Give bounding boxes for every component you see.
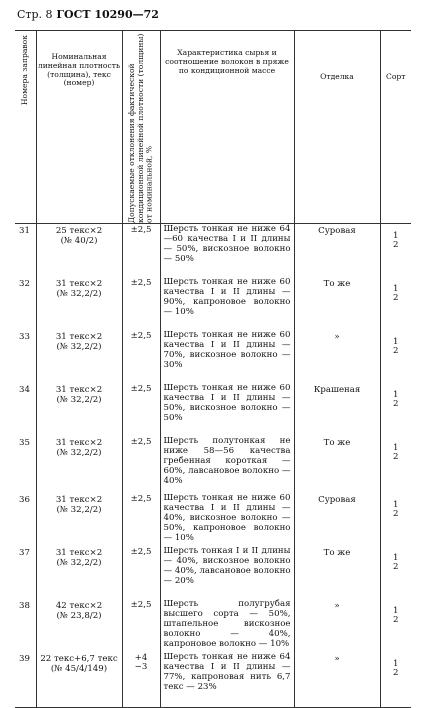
grade-value: 1 [393,231,399,241]
grade-cell [380,383,411,436]
tolerance-value: ±2,5 [130,599,152,610]
tolerance-value: −3 [134,661,148,672]
grade-value: 2 [393,508,399,519]
grade-value: 1 [393,336,399,347]
grade-value: 1 [393,658,399,669]
density-cell [36,224,122,277]
header-finish: Отделка [294,31,380,224]
finish-cell: То же [294,546,380,599]
tolerance-value: ±2,5 [130,436,152,447]
page-number: Стр. 8 [17,8,53,21]
finish-cell: То же [294,277,380,330]
page-header [17,8,159,21]
grade-cell [380,546,411,599]
table-row [15,599,411,652]
row-number: 34 [19,384,30,395]
density-cell [36,436,122,493]
grade-value: 2 [393,561,399,572]
tolerance-cell [122,546,160,599]
tolerance-value: +4 [134,652,148,663]
density-number: (№ 32,2/2) [56,557,102,568]
density-cell [36,599,122,652]
table-row [15,652,411,708]
density-number: (№ 23,8/2) [56,610,102,621]
density-cell [36,652,122,708]
row-number: 37 [19,547,30,558]
header-tolerance: Допускаемые отклонения фактической кондиционной линейной плотности (толщины) от номинальной, % [122,31,160,224]
tolerance-value: ±2,5 [130,277,152,288]
row-number: 39 [15,652,36,708]
finish-cell: » [294,599,380,652]
density-cell [36,277,122,330]
tolerance-cell [122,224,160,277]
finish-cell: Суровая [294,224,380,277]
header-row-number: Номера заправок [15,31,36,224]
grade-value: 2 [393,667,399,678]
tolerance-cell [122,330,160,383]
table-row [15,383,411,436]
row-number: 36 [19,494,30,505]
grade-cell [380,493,411,546]
finish-cell: Крашеная [294,383,380,436]
density-tex: 31 текс×2 [55,384,103,395]
tolerance-cell [122,277,160,330]
table-row [15,224,411,277]
tolerance-cell [122,652,160,708]
grade-cell [380,599,411,652]
density-tex: 22 текс+6,7 текс [40,653,118,664]
table-row [15,277,411,330]
table-row [15,330,411,383]
grade-cell [380,652,411,708]
grade-value: 2 [393,614,399,625]
density-tex: 31 текс×2 [55,547,103,558]
grade-cell [380,224,411,277]
finish-cell: Суровая [294,493,380,546]
row-number: 31 [19,226,30,236]
tolerance-value: ±2,5 [130,493,152,504]
density-tex: 31 текс×2 [55,437,103,448]
tolerance-cell [122,493,160,546]
finish-cell: » [294,652,380,708]
finish-cell: » [294,330,380,383]
characteristic-cell: Шерсть полугрубая высшего сорта — 50%, штапельное вискозное волокно — 40%, капроновое волокно — 10% [160,599,294,652]
table-row [15,436,411,493]
characteristic-cell: Шерсть тонкая не ниже 60 качества I и II длины — 40%, вискозное волокно — 50%, капроновое волокно — 10% [160,493,294,546]
characteristic-cell: Шерсть тонкая не ниже 64—60 качества I и II длины — 50%, вискозное волокно — 50% [160,224,294,277]
density-number: (№ 32,2/2) [56,341,102,352]
finish-cell: То же [294,436,380,493]
density-tex: 42 текс×2 [55,600,103,611]
tolerance-value: ±2,5 [130,330,152,341]
characteristic-cell: Шерсть тонкая не ниже 60 качества I и II длины — 50%, вискозное волокно — 50% [160,383,294,436]
specification-table [15,30,411,708]
grade-value: 2 [393,345,399,356]
table-header-row [15,31,411,224]
characteristic-cell: Шерсть тонкая не ниже 60 качества I и II длины — 70%, вискозное волокно — 30% [160,330,294,383]
density-number: (№ 45/4/149) [50,663,108,674]
tolerance-value: ±2,5 [130,546,152,557]
tolerance-value: ±2,5 [130,225,152,235]
table-row [15,546,411,599]
density-number: (№ 40/2) [60,236,98,246]
row-number: 32 [19,278,30,289]
grade-value: 2 [393,292,399,303]
row-number: 35 [19,437,30,448]
grade-value: 1 [393,283,399,294]
density-number: (№ 32,2/2) [56,504,102,515]
characteristic-cell: Шерсть тонкая не ниже 60 качества I и II длины — 90%, капроновое волокно — 10% [160,277,294,330]
density-tex: 25 текс×2 [55,226,103,236]
grade-cell [380,330,411,383]
grade-value: 1 [393,499,399,510]
header-grade: Сорт [380,31,411,224]
characteristic-cell: Шерсть тонкая I и II длины — 40%, вискозное волокно — 40%, лавсановое волокно — 20% [160,546,294,599]
row-number: 38 [19,600,30,611]
density-cell [36,383,122,436]
density-cell [36,330,122,383]
density-number: (№ 32,2/2) [56,394,102,405]
header-characteristic: Характеристика сырья и соотношение волокон в пряже по кондиционной массе [160,31,294,224]
density-tex: 31 текс×2 [55,278,103,289]
grade-cell [380,436,411,493]
standard-code: ГОСТ 10290—72 [56,8,159,21]
density-number: (№ 32,2/2) [56,447,102,458]
row-number: 33 [19,331,30,342]
tolerance-value: ±2,5 [130,383,152,394]
density-number: (№ 32,2/2) [56,288,102,299]
table-row [15,493,411,546]
tolerance-cell [122,436,160,493]
grade-value: 1 [393,552,399,563]
grade-value: 1 [393,442,399,453]
characteristic-cell: Шерсть тонкая не ниже 64 качества I и II длины — 77%, капроновая нить 6,7 текс — 23% [160,652,294,708]
density-tex: 31 текс×2 [55,331,103,342]
density-cell [36,546,122,599]
grade-value: 2 [393,240,399,250]
density-cell [36,493,122,546]
header-density: Номинальная линейная плотность (толщина), текс (номер) [36,31,122,224]
tolerance-cell [122,383,160,436]
grade-cell [380,277,411,330]
grade-value: 1 [393,389,399,400]
tolerance-cell [122,599,160,652]
characteristic-cell: Шерсть полутонкая не ниже 58—56 качества гребенная короткая — 60%, лавсановое волокно — 40% [160,436,294,493]
density-tex: 31 текс×2 [55,494,103,505]
grade-value: 1 [393,605,399,616]
grade-value: 2 [393,398,399,409]
grade-value: 2 [393,451,399,462]
